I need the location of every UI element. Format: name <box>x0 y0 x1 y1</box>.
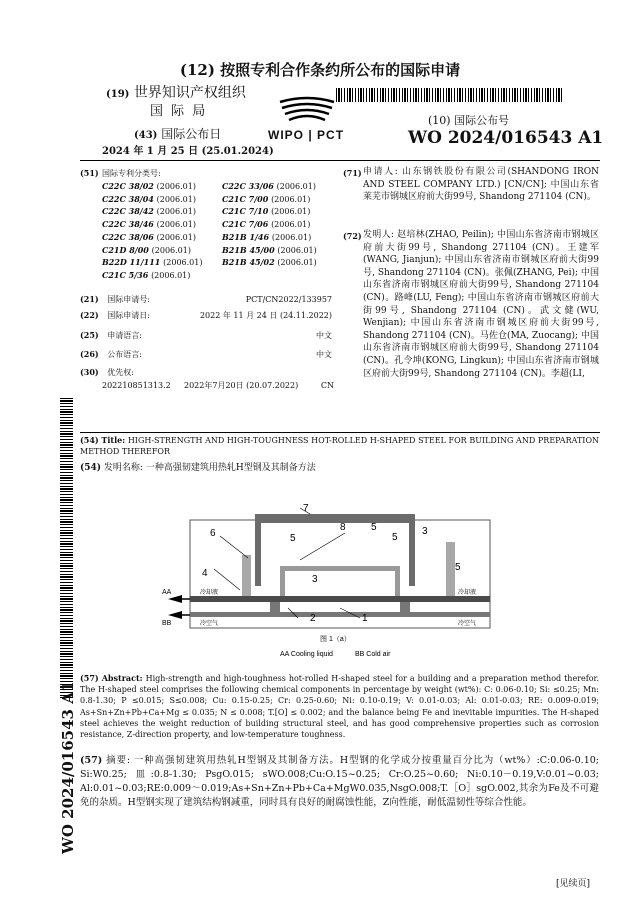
continued-label: [见续页] <box>556 879 591 889</box>
priority-entry: 202210851313.2 2022年7月20日 (20.07.2022) CN <box>102 381 334 390</box>
figure-diagram <box>160 500 500 660</box>
inventors-text: 发明人: 赵培林(ZHAO, Peilin); 中国山东省济南市钢城区府前大街99号, Shandong 271104 (CN)。王建军(WANG, Jianjun); 中国山东省济南市钢城区府前大街99号, Shandong 271104 (CN)。张佩(ZHANG, Pei); 中国山东省济南市钢城区府前大街99号, Shandong 271104 (CN)。路峰(LU, Feng); 中国山东省济南市钢城区府前大街99号, Shandong 271104 (CN)。武文健(WU, Wenjian); 中国山东省济南市钢城区府前大街99号, Shandong 271104 (CN)。马佐仓(MA, Zuocang); 中国山东省济南市钢城区府前大街99号, Shandong 271104 (CN)。孔令坤(KONG, Lingkun); 中国山东省济南市钢城区府前大街99号, Shandong 271104 (CN)。李超(LI, <box>363 230 599 379</box>
inventors-num: (72) <box>343 231 362 241</box>
fig-label: 1 <box>362 613 368 624</box>
biblio-divider <box>80 432 600 433</box>
fig-label: 5 <box>455 562 461 573</box>
abstract-zh: (57) 摘要: 一种高强韧建筑用热轧H型钢及其制备方法。H型钢的化学成分按重量百分比为（wt%）:C:0.06-0.10; Si:W0.25; 皿:0.8-1.30; PsgO.015; sWO.008;Cu:O.15~0.25; Cr:O.25~0.60; Ni:0.10－0.19,V:0.01~0.03; Al:0.01~0.03;RE:0.009～0.019;As+Sn+Zn+Pb+Ca+MgW0.035,NsgO.008;T.［O］sgO.002,其余为Fe及不可避免的杂质。H型钢实现了建筑结构钢减重，同时具有良好的耐腐蚀性能，Z向性能，耐低温韧性等综合性能。 <box>80 755 599 808</box>
fig-label: 2 <box>310 613 316 624</box>
priority-row: (30) 优先权: <box>80 367 134 377</box>
header-divider <box>80 160 600 161</box>
air-pipe <box>190 612 490 617</box>
classification-entry: C22C 38/46 (2006.01) <box>102 219 196 230</box>
classification-entry: C21C 7/10 (2006.01) <box>222 206 311 217</box>
h-flange-top <box>280 566 400 571</box>
fig-label: 5 <box>290 533 296 544</box>
org-sub: 国 际 局 <box>150 104 208 119</box>
fig-air-left: 冷空气 <box>200 621 219 627</box>
classification-entry: B21B 1/46 (2006.01) <box>222 231 312 242</box>
pub-no-label: (10) 国际公布号 <box>428 114 510 127</box>
fig-air-right: 冷空气 <box>458 621 477 627</box>
org-name: 世界知识产权组织 <box>133 85 246 101</box>
classification-entry: B22D 11/111 (2006.01) <box>102 257 203 268</box>
left-nozzle <box>242 555 251 597</box>
classification-entry: C21C 7/00 (2006.01) <box>222 193 311 204</box>
left-post <box>255 514 261 586</box>
fig-label: 4 <box>202 568 208 579</box>
pub-date: 2024 年 1 月 25 日 (25.01.2024) <box>102 146 274 157</box>
right-post <box>409 514 415 586</box>
classification-entry: C22C 38/02 (2006.01) <box>102 181 196 191</box>
coolant-pipe <box>190 596 490 602</box>
abstract-en: (57) Abstract: High-strength and high-toughness hot-rolled H-shaped steel for a building and a preparation method therefor. The H-shaped steel comprises the following chemical components in percentage by weight (wt%): C: 0.06-0.10; Si: ≤0.25; Mn: 0.8-1.30; P ≤0.015; S≤0.008; Cu: 0.15-0.25; Cr: 0.25-0.60; Ni: 0.10-0.19; V: 0.01-0.03; Al: 0.01-0.03; RE: 0.009-0.019; As+Sn+Zn+Pb+Ca+Mg ≤ 0.035; N ≤ 0.008; T.[O] ≤ 0.002; and the balance being Fe and inevitable impurities. The H-shaped steel achieves the weight reduction of building structural steel, and has good comprehensive properties such as corrosion resistance, Z-direction property, and low-temperature toughness. <box>80 673 600 740</box>
arrow-bb-left-icon <box>168 611 182 619</box>
pub-lang-row: (26) 公布语言: 中文 <box>80 349 332 359</box>
classification-label: 国际专利分类号: <box>102 169 161 178</box>
pub-no: WO 2024/016543 A1 <box>408 128 604 148</box>
classification-entry: B21B 45/02 (2006.01) <box>222 257 317 268</box>
wipo-logo-text: WIPO | PCT <box>268 128 345 142</box>
pipe-joint-right <box>400 602 410 612</box>
classification-entry: C22C 38/06 (2006.01) <box>102 231 196 242</box>
classification-entry: C21D 8/00 (2006.01) <box>102 244 191 255</box>
figure <box>160 500 500 660</box>
side-pub-no: WO 2024/016543 A1 <box>59 681 77 854</box>
fig-label: 3 <box>422 526 428 537</box>
classification-entry: C22C 33/06 (2006.01) <box>222 181 316 191</box>
classification-entry: C22C 38/42 (2006.01) <box>102 206 196 217</box>
fig-legend-aa: AA Cooling liquid <box>280 651 333 658</box>
app-no-row: (21) 国际申请号: PCT/CN2022/133957 <box>80 294 332 304</box>
wipo-emblem-icon <box>272 96 342 126</box>
pub-lang: 中文 <box>316 350 332 359</box>
top-frame <box>255 514 415 523</box>
right-nozzle <box>446 542 455 598</box>
fig-label: 6 <box>210 528 216 539</box>
filing-lang-row: (25) 申请语言: 中文 <box>80 330 332 340</box>
side-barcode <box>60 398 73 698</box>
classification-entry: C21C 5/36 (2006.01) <box>102 269 191 280</box>
fig-coolant-left: 冷却液 <box>200 590 219 596</box>
classification-entry: C22C 38/04 (2006.01) <box>102 193 196 204</box>
fig-caption: 图 1（a） <box>320 636 351 643</box>
app-date-row: (22) 国际申请日: 2022 年 11 月 24 日 (24.11.2022) <box>80 310 332 320</box>
applicant-text: 申请人: 山东钢铁股份有限公司(SHANDONG IRON AND STEEL COMPANY LTD.) [CN/CN]; 中国山东省莱芜市钢城区府前大街99号, Shandong 271104 (CN)。 <box>363 167 599 203</box>
classification-entry: C21C 7/06 (2006.01) <box>222 219 311 230</box>
pipe-joint-left <box>270 602 280 612</box>
fig-legend-bb: BB Cold air <box>355 651 391 658</box>
app-no: PCT/CN2022/133957 <box>245 295 332 304</box>
arrow-aa-left-icon <box>168 595 182 603</box>
fig-label: 8 <box>340 522 346 533</box>
fig-label: 3 <box>312 574 318 585</box>
classification-entry: B21B 45/00 (2006.01) <box>222 244 317 255</box>
pub-date-label: (43) 国际公布日 <box>134 127 222 141</box>
fig-coolant-right: 冷却液 <box>458 590 477 596</box>
fig-aa-left: AA <box>162 589 172 596</box>
title-en: (54) Title: HIGH-STRENGTH AND HIGH-TOUGHNESS HOT-ROLLED H-SHAPED STEEL FOR BUILDING AND PREPARATION METHOD THEREFOR <box>80 435 600 456</box>
app-date: 2022 年 11 月 24 日 (24.11.2022) <box>199 311 332 320</box>
fig-bb-left: BB <box>162 620 172 627</box>
org-line: (19) 世界知识产权组织 <box>106 85 246 101</box>
classification-num: (51) <box>80 168 99 178</box>
fig-label: 7 <box>303 503 309 514</box>
fig-label: 5 <box>392 532 398 543</box>
h-web-right <box>395 566 400 596</box>
applicant-num: (71) <box>343 168 362 178</box>
top-barcode <box>336 88 564 102</box>
document-type-heading: (12) 按照专利合作条约所公布的国际申请 <box>179 61 461 79</box>
fig-label: 5 <box>371 522 377 533</box>
title-zh: (54) 发明名称: 一种高强韧建筑用热轧H型钢及其制备方法 <box>80 463 316 473</box>
h-web-left <box>280 566 285 596</box>
filing-lang: 中文 <box>316 331 332 340</box>
